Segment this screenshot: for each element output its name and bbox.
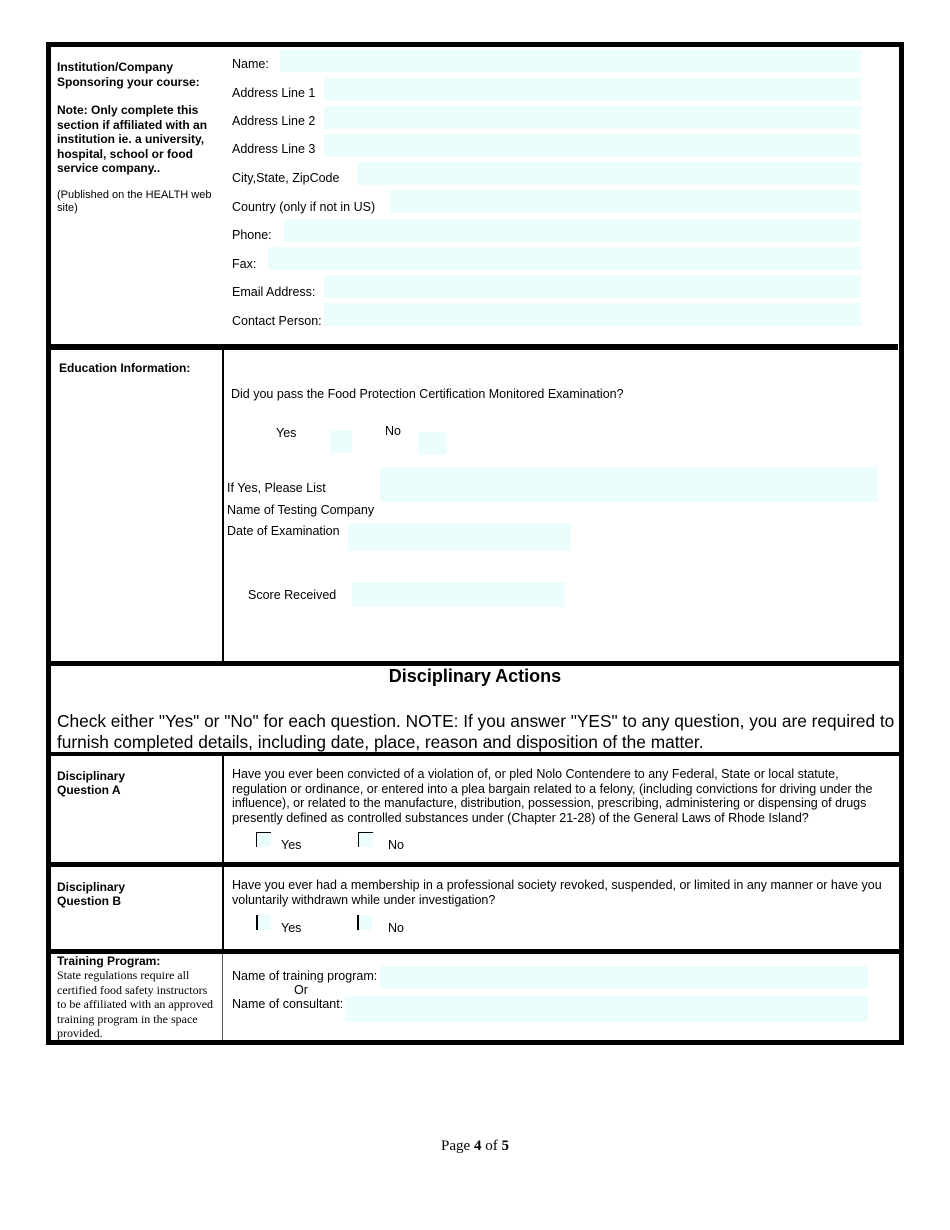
page-total: 5 <box>501 1138 509 1154</box>
sponsor-published-note: (Published on the HEALTH web site) <box>57 189 212 214</box>
sponsor-address2-input[interactable] <box>324 106 861 129</box>
question-a-no-label: No <box>388 838 404 852</box>
sponsor-city-input[interactable] <box>357 162 861 185</box>
sponsor-contact-label: Contact Person: <box>232 314 322 328</box>
education-score-label: Score Received <box>248 588 337 602</box>
training-program-input[interactable] <box>380 966 868 989</box>
training-consultant-input[interactable] <box>345 996 868 1022</box>
divider-sponsor-education <box>46 344 898 350</box>
question-a-label-line1: Disciplinary <box>57 769 126 783</box>
page-current: 4 <box>473 1138 482 1154</box>
question-b-yes-label: Yes <box>281 921 302 935</box>
education-date-input[interactable] <box>348 523 571 551</box>
sponsor-name-label: Name: <box>232 57 269 71</box>
education-no-label: No <box>385 424 401 438</box>
sponsor-country-label: Country (only if not in US) <box>232 200 376 214</box>
education-yes-label: Yes <box>276 426 297 440</box>
column-divider-question-b <box>222 867 224 949</box>
training-or-label: Or <box>294 983 308 997</box>
sponsor-fax-label: Fax: <box>232 257 257 271</box>
question-a-text: Have you ever been convicted of a violation of, or pled Nolo Contendere to any Federal, State or local statute, regulation or ordinance, or entered into a plea bargain related to a felony, (including convictions for driving under the influence), or related to the manufacture, distribution, possession, prescribing, administering or dispensing of drugs presently defined as controlled substances under (Chapter 21-28) of the General Laws of Rhode Island? <box>232 767 873 825</box>
training-description: State regulations require all certified food safety instructors to be affiliated with an approved training program in the space provided. <box>57 968 214 1040</box>
question-b-text: Have you ever had a membership in a professional society revoked, suspended, or limited in any manner or have you voluntarily withdrawn while under investigation? <box>232 878 882 907</box>
education-if-yes-label: If Yes, Please List <box>227 481 326 495</box>
sponsor-email-label: Email Address: <box>232 285 316 299</box>
sponsor-city-label: City,State, ZipCode <box>232 171 340 185</box>
training-heading: Training Program: <box>57 954 161 968</box>
question-b-label-line1: Disciplinary <box>57 880 126 894</box>
question-a-yes-checkbox[interactable] <box>256 832 271 847</box>
sponsor-address1-input[interactable] <box>324 78 861 101</box>
sponsor-address1-label: Address Line 1 <box>232 86 316 100</box>
page-of: of <box>481 1138 502 1154</box>
column-divider-training <box>222 954 223 1040</box>
page-number <box>0 1138 950 1155</box>
education-date-label: Date of Examination <box>227 524 340 538</box>
question-a-label-line2: Question A <box>57 783 121 797</box>
sponsor-heading: Institution/Company Sponsoring your course: <box>57 60 200 89</box>
training-program-label: Name of training program: <box>232 969 378 983</box>
column-divider-education <box>222 350 224 661</box>
education-question: Did you pass the Food Protection Certification Monitored Examination? <box>231 387 624 401</box>
education-score-input[interactable] <box>352 582 565 607</box>
sponsor-address3-input[interactable] <box>324 134 861 157</box>
training-consultant-label: Name of consultant: <box>232 997 344 1011</box>
page-prefix: Page <box>441 1138 474 1154</box>
question-b-label-line2: Question B <box>57 894 122 908</box>
disciplinary-instructions: Check either "Yes" or "No" for each question. NOTE: If you answer "YES" to any question, you are required to furnish completed details, including date, place, reason and disposition of the matter. <box>57 711 895 752</box>
divider-question-b-training <box>46 949 904 954</box>
question-a-no-checkbox[interactable] <box>358 832 373 847</box>
sponsor-phone-label: Phone: <box>232 228 272 242</box>
education-no-checkbox[interactable] <box>418 432 447 455</box>
disciplinary-title: Disciplinary Actions <box>388 666 562 686</box>
education-heading: Education Information: <box>59 361 191 375</box>
education-yes-checkbox[interactable] <box>330 430 352 453</box>
sponsor-fax-input[interactable] <box>268 247 861 270</box>
sponsor-address3-label: Address Line 3 <box>232 142 316 156</box>
sponsor-contact-input[interactable] <box>324 303 861 326</box>
sponsor-name-input[interactable] <box>280 50 861 72</box>
divider-question-a-b <box>46 862 904 867</box>
column-divider-question-a <box>222 756 224 862</box>
sponsor-country-input[interactable] <box>390 190 861 213</box>
education-testing-company-label: Name of Testing Company <box>227 503 375 517</box>
question-a-yes-label: Yes <box>281 838 302 852</box>
sponsor-address2-label: Address Line 2 <box>232 114 316 128</box>
sponsor-phone-input[interactable] <box>284 219 861 242</box>
question-b-yes-checkbox[interactable] <box>256 915 271 930</box>
question-b-no-label: No <box>388 921 404 935</box>
education-testing-company-input[interactable] <box>380 467 878 502</box>
sponsor-note: Note: Only complete this section if affiliated with an institution ie. a university, hospital, school or food service company.. <box>57 103 208 175</box>
question-b-no-checkbox[interactable] <box>357 915 372 930</box>
sponsor-email-input[interactable] <box>324 275 861 298</box>
